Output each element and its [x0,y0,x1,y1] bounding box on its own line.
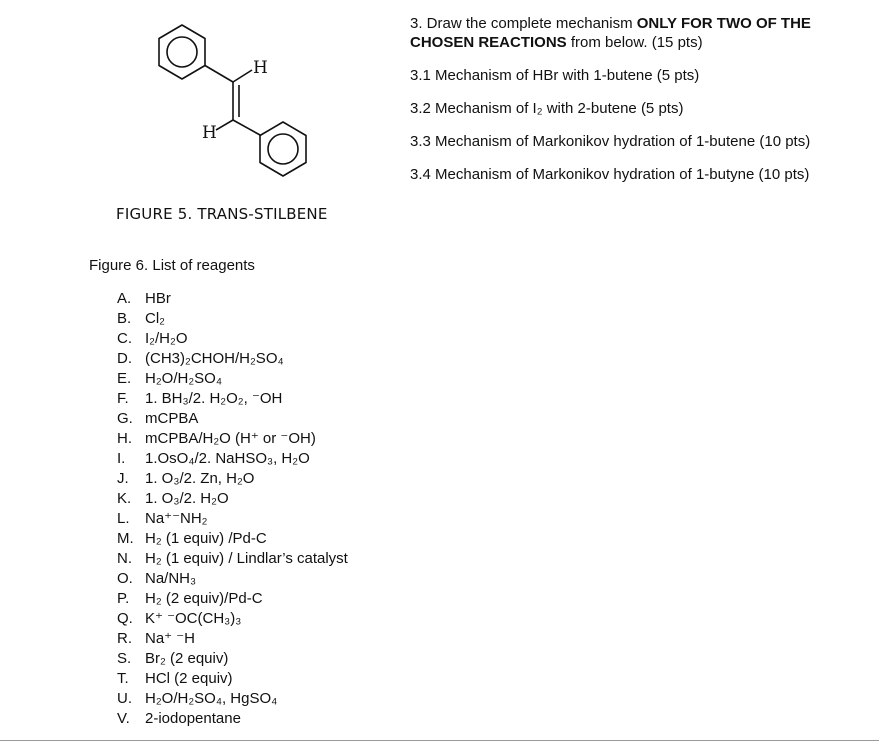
question-heading-prefix: 3. Draw the complete mechanism [410,15,637,32]
reagent-letter: P. [117,590,130,607]
reagent-text: Na⁺ ⁻H [145,630,196,647]
reagent-item [117,669,348,689]
reagent-text: H₂ (1 equiv) /Pd-C [145,530,267,547]
reagent-item [117,409,348,429]
reagent-text: 1. O₃/2. H₂O [145,490,229,507]
reagent-letter: M. [117,530,134,547]
reagent-letter: B. [117,310,132,327]
reagent-item [117,369,348,389]
reagent-text: (CH3)₂CHOH/H₂SO₄ [145,350,284,367]
reagent-letter: U. [117,690,132,707]
reagent-text: Cl₂ [145,310,165,327]
reagent-text: Br₂ (2 equiv) [145,650,229,667]
reagent-letter: R. [117,630,132,647]
reagent-letter: O. [117,570,133,587]
reagent-letter: T. [117,670,129,687]
bond-c2-h [216,120,233,130]
reagent-text: Na/NH₃ [145,570,197,587]
reagent-letter: Q. [117,610,133,627]
trans-stilbene-drawing [140,12,340,197]
reagent-text: H₂O/H₂SO₄, HgSO₄ [145,690,278,707]
reagent-text: K⁺ ⁻OC(CH₃)₃ [145,610,242,627]
figure-6-title: Figure 6. List of reagents [89,257,255,274]
reagent-text: 2-iodopentane [145,710,241,727]
reagent-letter: D. [117,350,132,367]
reagent-item [117,609,348,629]
question-3-4: 3.4 Mechanism of Markonikov hydration of 1-butyne (10 pts) [410,166,810,183]
reagent-item [117,289,348,309]
trans-stilbene-structure [140,12,340,197]
reagent-item [117,309,348,329]
reagent-text: H₂ (1 equiv) / Lindlar’s catalyst [145,550,348,567]
reagent-text: HBr [145,290,171,307]
reagent-text: 1. BH₃/2. H₂O₂, ⁻OH [145,390,283,407]
reagent-item [117,629,348,649]
reagent-list [117,289,348,729]
reagent-letter: E. [117,370,132,387]
reagent-text: Na⁺⁻NH₂ [145,510,208,527]
reagent-item [117,709,348,729]
reagent-item [117,509,348,529]
reagent-letter: J. [117,470,129,487]
question-3-2: 3.2 Mechanism of I₂ with 2-butene (5 pts) [410,100,684,117]
reagent-item [117,589,348,609]
benzene-ring-top-aromatic [167,37,197,67]
reagent-letter: N. [117,550,132,567]
reagent-letter: L. [117,510,130,527]
hydrogen-label-top: H [253,58,268,78]
bond-ring-top-c1 [205,66,233,83]
reagent-text: mCPBA/H₂O (H⁺ or ⁻OH) [145,430,316,447]
reagent-item [117,349,348,369]
question-heading-suffix: from below. (15 pts) [566,34,703,51]
reagent-item [117,329,348,349]
reagent-item [117,489,348,509]
reagent-text: HCl (2 equiv) [145,670,233,687]
question-3-block [410,14,850,198]
reagent-letter: C. [117,330,132,347]
figure-5-caption: FIGURE 5. TRANS-STILBENE [116,205,328,223]
reagent-item [117,429,348,449]
reagent-text: H₂ (2 equiv)/Pd-C [145,590,263,607]
reagent-text: mCPBA [145,410,199,427]
question-3-3: 3.3 Mechanism of Markonikov hydration of 1-butene (10 pts) [410,133,811,150]
reagent-text: 1. O₃/2. Zn, H₂O [145,470,255,487]
reagent-letter: G. [117,410,133,427]
reagent-item [117,449,348,469]
benzene-ring-bottom [260,122,306,176]
reagent-item [117,529,348,549]
reagent-item [117,569,348,589]
reagent-letter: F. [117,390,129,407]
reagent-item [117,689,348,709]
benzene-ring-top [159,25,205,79]
question-heading-emphasis: ONLY FOR TWO OF THE CHOSEN REACTIONS [410,15,811,51]
question-3-heading [410,14,850,52]
hydrogen-label-bottom: H [202,123,217,143]
reagent-letter: I. [117,450,126,467]
reagent-text: 1.OsO₄/2. NaHSO₃, H₂O [145,450,310,467]
reagent-letter: A. [117,290,132,307]
reagent-letter: S. [117,650,132,667]
reagent-text: I₂/H₂O [145,330,188,347]
reagent-item [117,549,348,569]
reagent-item [117,649,348,669]
bond-c2-ring-bottom [233,120,260,135]
question-3-1: 3.1 Mechanism of HBr with 1-butene (5 pts) [410,67,700,84]
reagent-item [117,469,348,489]
bond-c1-h [233,70,252,82]
benzene-ring-bottom-aromatic [268,134,298,164]
reagent-letter: H. [117,430,132,447]
page-bottom-divider [0,740,879,741]
reagent-letter: K. [117,490,132,507]
reagent-item [117,389,348,409]
reagent-letter: V. [117,710,130,727]
reagent-text: H₂O/H₂SO₄ [145,370,222,387]
